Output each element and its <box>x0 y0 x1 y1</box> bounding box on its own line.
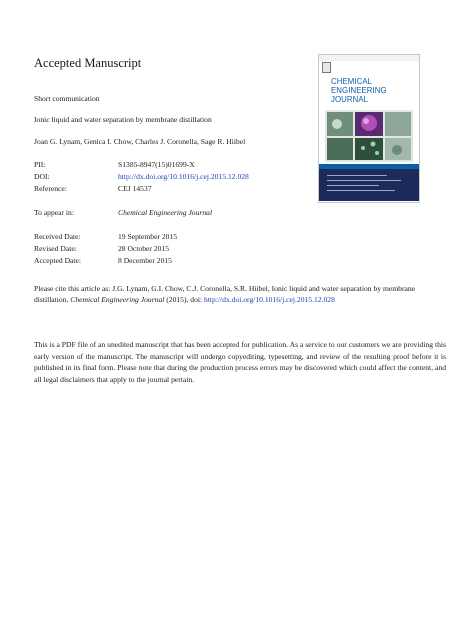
accepted-value: 8 December 2015 <box>118 256 172 265</box>
appear-label: To appear in: <box>34 208 74 217</box>
disclaimer-paragraph: This is a PDF file of an unedited manuscript that has been accepted for publication. As a service to our customers we are providing this early version of the manuscript. The manuscript will undergo copyediting, typesetting, and review of the resulting proof before it is published in its final form. Please note that during the production process errors may be discovered which could affect the content, and all legal disclaimers that apply to the journal pertain. <box>34 340 446 384</box>
cover-band-line <box>327 190 395 191</box>
citation-prefix: Please cite this article as: J.G. Lynam, G.I. Chow, C.J. Coronella, S.R. Hiibel, Ionic liquid and water separation by membrane distillation, <box>34 284 416 304</box>
received-label: Received Date: <box>34 232 81 241</box>
page-heading: Accepted Manuscript <box>34 56 142 70</box>
cover-band-line <box>327 180 401 181</box>
citation-journal: Chemical Engineering Journal <box>70 295 165 304</box>
cover-band-line <box>327 185 379 186</box>
article-type: Short communication <box>34 94 100 103</box>
reference-label: Reference: <box>34 184 67 193</box>
cover-top-strip <box>319 55 419 61</box>
received-value: 19 September 2015 <box>118 232 178 241</box>
cover-title-line3: JOURNAL <box>331 95 369 104</box>
publisher-logo-icon <box>322 62 331 73</box>
reference-value: CEJ 14537 <box>118 184 152 193</box>
doi-label: DOI: <box>34 172 50 181</box>
cover-bottom-band <box>319 169 419 201</box>
citation-paragraph <box>34 283 446 305</box>
pii-value: S1385-8947(15)01699-X <box>118 160 195 169</box>
pii-label: PII: <box>34 160 46 169</box>
appear-value: Chemical Engineering Journal <box>118 208 213 217</box>
doi-link[interactable]: http://dx.doi.org/10.1016/j.cej.2015.12.028 <box>118 172 249 181</box>
cover-artwork-icon <box>325 110 413 162</box>
revised-value: 28 October 2015 <box>118 244 170 253</box>
accepted-label: Accepted Date: <box>34 256 82 265</box>
cover-title <box>331 77 387 104</box>
citation-doi-link[interactable]: http://dx.doi.org/10.1016/j.cej.2015.12.028 <box>204 295 335 304</box>
revised-label: Revised Date: <box>34 244 77 253</box>
journal-cover <box>318 54 420 203</box>
cover-title-line1: CHEMICAL <box>331 77 373 86</box>
cover-title-line2: ENGINEERING <box>331 86 387 95</box>
article-title: Ionic liquid and water separation by membrane distillation <box>34 115 212 124</box>
article-authors: Joan G. Lynam, Genica I. Chow, Charles J. Coronella, Sage R. Hiibel <box>34 137 246 146</box>
citation-middle: (2015), doi: <box>164 295 205 304</box>
cover-band-line <box>327 175 387 176</box>
